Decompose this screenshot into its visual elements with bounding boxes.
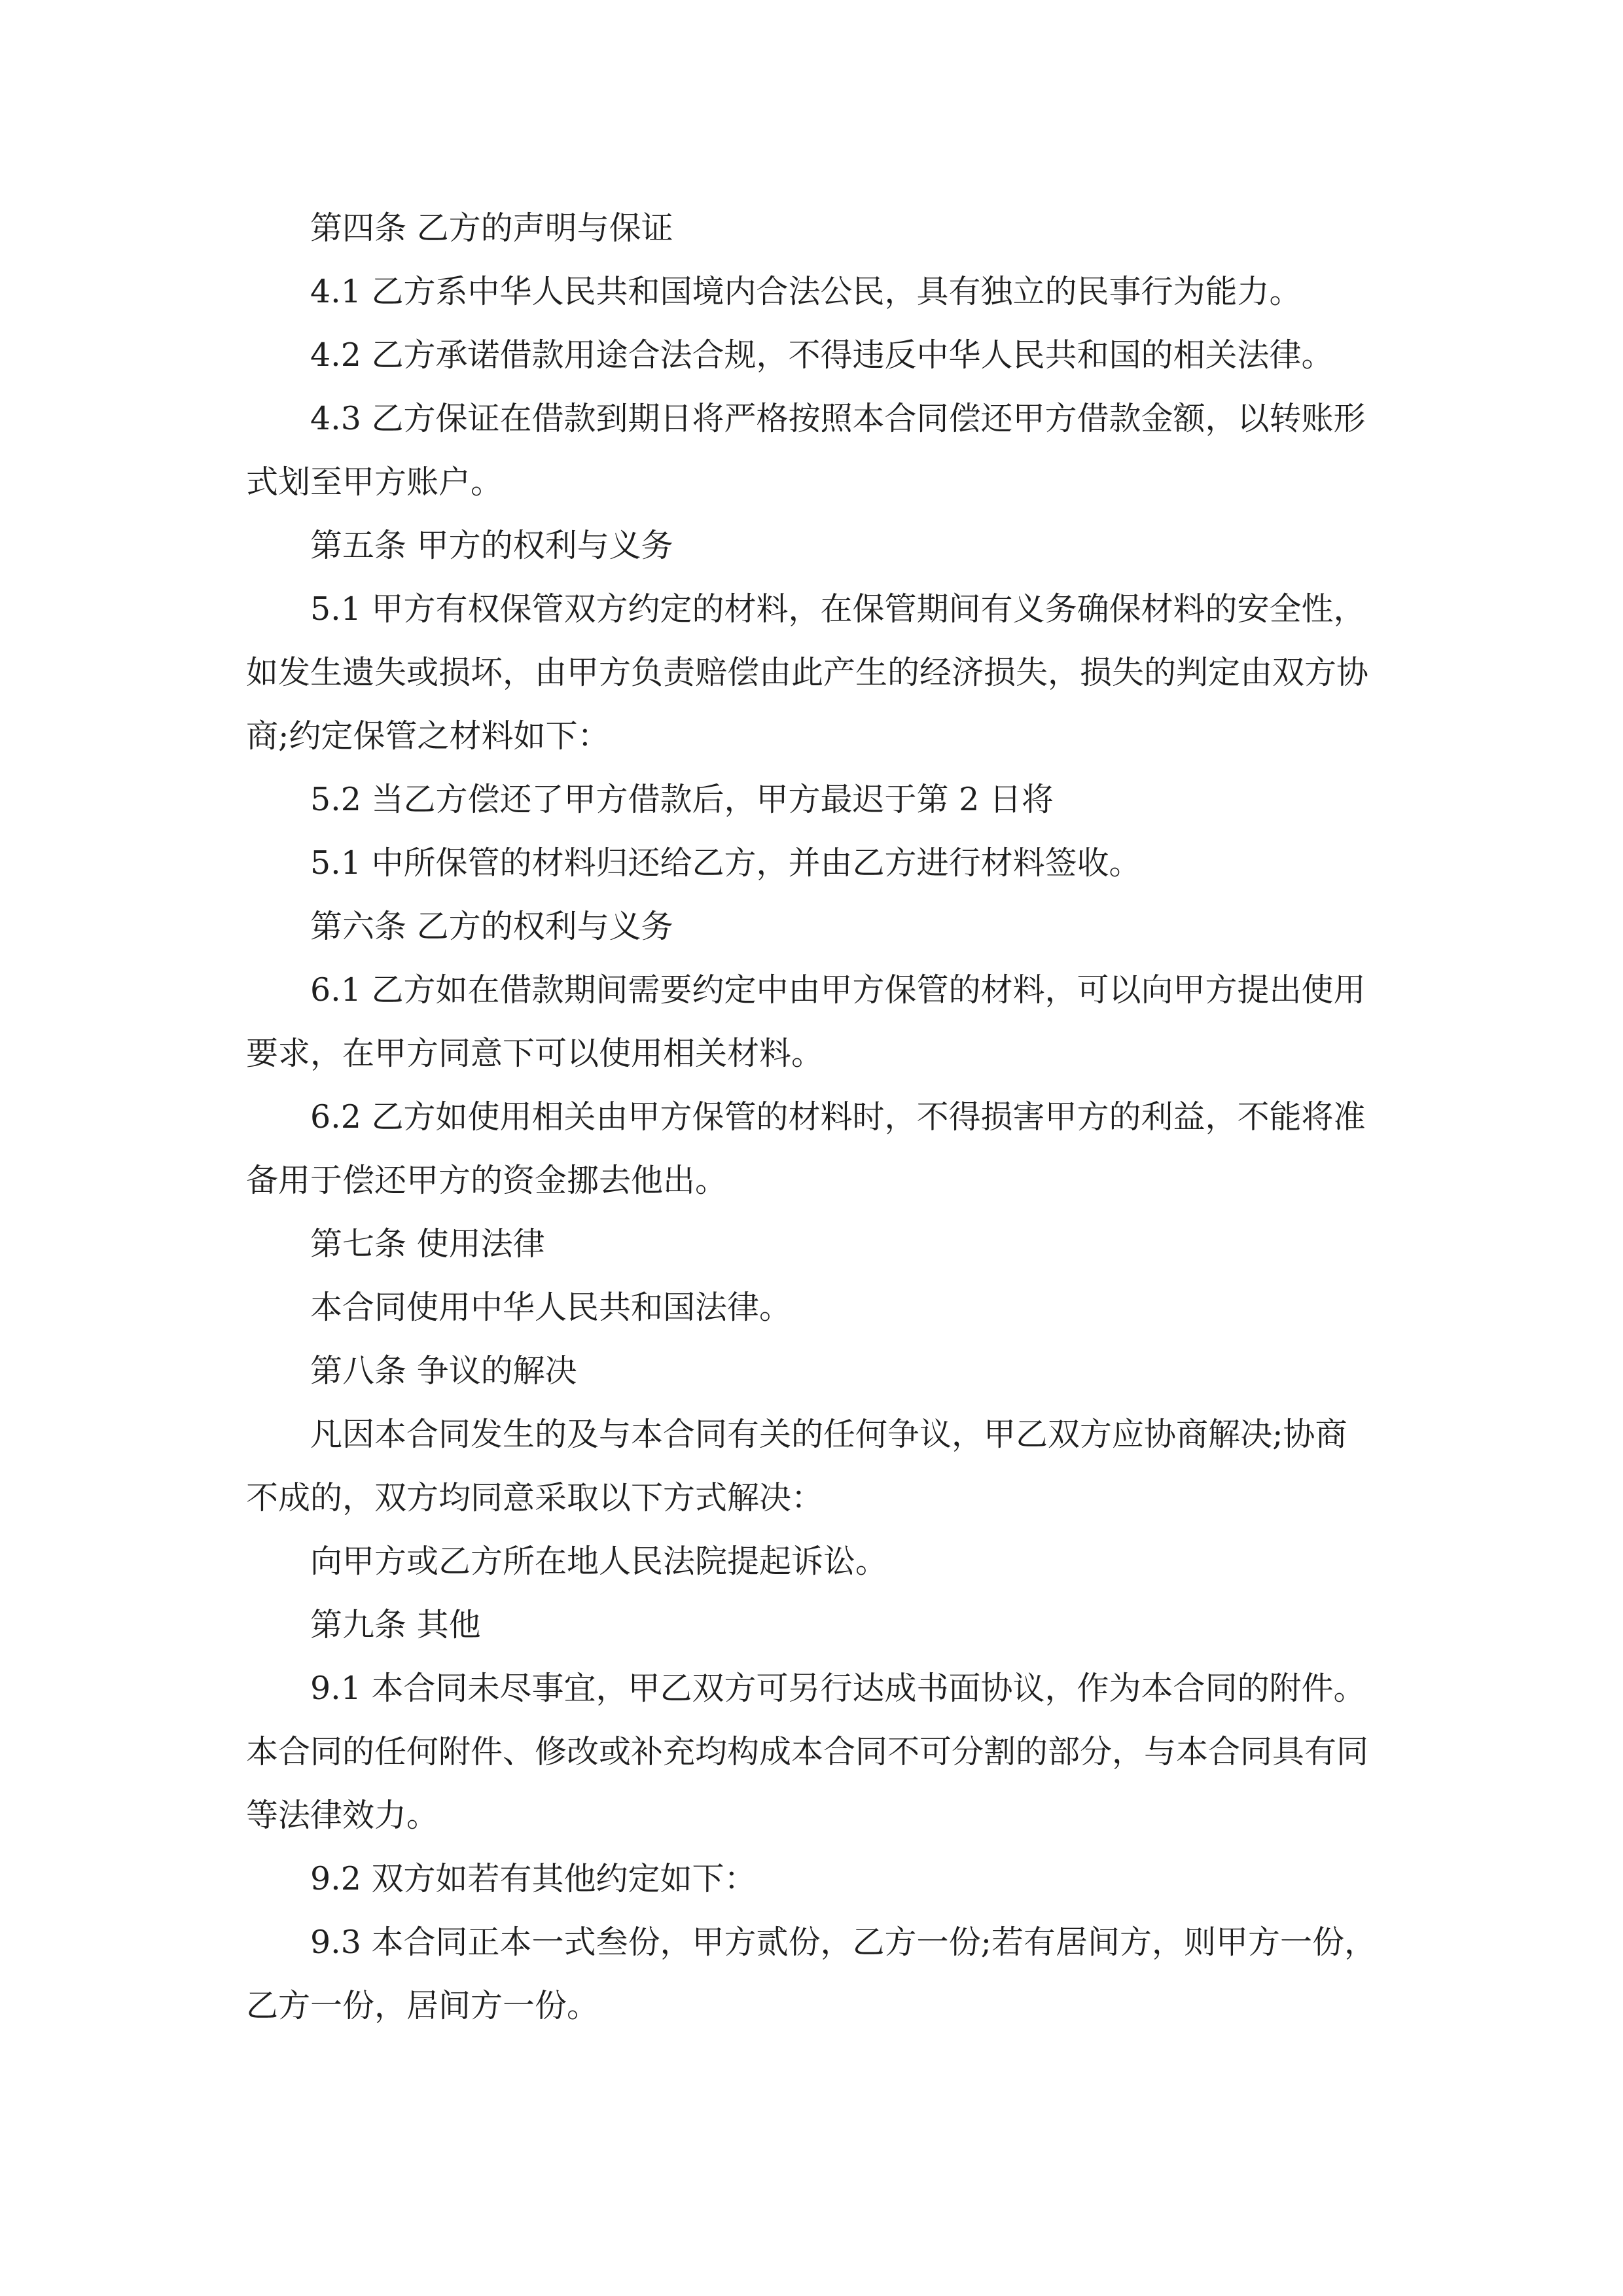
clause-5-1-cont-2: 商;约定保管之材料如下： [246, 717, 610, 755]
clause-9-1: 9.1 本合同未尽事宜，甲乙双方可另行达成书面协议，作为本合同的附件。 [310, 1670, 1366, 1707]
clause-4-3-cont: 式划至甲方账户。 [246, 463, 503, 501]
article-6-heading: 第六条 乙方的权利与义务 [310, 908, 673, 945]
clause-9-3: 9.3 本合同正本一式叁份，甲方贰份，乙方一份;若有居间方，则甲方一份， [310, 1924, 1377, 1961]
clause-6-2-cont: 备用于偿还甲方的资金挪去他出。 [246, 1162, 728, 1199]
article-8-text-cont: 不成的，双方均同意采取以下方式解决： [246, 1479, 824, 1516]
contract-text [246, 196, 1385, 2037]
article-8-heading: 第八条 争议的解决 [310, 1352, 577, 1390]
clause-9-1-cont-1: 本合同的任何附件、修改或补充均构成本合同不可分割的部分，与本合同具有同 [246, 1733, 1369, 1770]
clause-9-3-cont: 乙方一份，居间方一份。 [246, 1987, 599, 2024]
article-7-text: 本合同使用中华人民共和国法律。 [310, 1289, 792, 1326]
clause-5-2: 5.2 当乙方偿还了甲方借款后，甲方最迟于第 2 日将 [310, 781, 1054, 818]
clause-4-2: 4.2 乙方承诺借款用途合法合规，不得违反中华人民共和国的相关法律。 [310, 336, 1334, 374]
clause-5-1: 5.1 甲方有权保管双方约定的材料，在保管期间有义务确保材料的安全性， [310, 590, 1366, 628]
article-8-method: 向甲方或乙方所在地人民法院提起诉讼。 [310, 1543, 888, 1580]
clause-5-1-cont-1: 如发生遗失或损坏，由甲方负责赔偿由此产生的经济损失，损失的判定由双方协 [246, 654, 1369, 691]
clause-6-1: 6.1 乙方如在借款期间需要约定中由甲方保管的材料，可以向甲方提出使用 [310, 971, 1366, 1009]
clause-6-1-cont: 要求，在甲方同意下可以使用相关材料。 [246, 1035, 824, 1072]
clause-4-1: 4.1 乙方系中华人民共和国境内合法公民，具有独立的民事行为能力。 [310, 273, 1302, 310]
clause-5-2-cont: 5.1 中所保管的材料归还给乙方，并由乙方进行材料签收。 [310, 844, 1141, 882]
article-4-heading: 第四条 乙方的声明与保证 [310, 209, 673, 247]
article-8-text: 凡因本合同发生的及与本合同有关的任何争议，甲乙双方应协商解决;协商 [310, 1416, 1347, 1453]
article-9-heading: 第九条 其他 [310, 1606, 481, 1643]
article-5-heading: 第五条 甲方的权利与义务 [310, 527, 673, 564]
clause-6-2: 6.2 乙方如使用相关由甲方保管的材料时，不得损害甲方的利益，不能将准 [310, 1098, 1366, 1136]
clause-4-3: 4.3 乙方保证在借款到期日将严格按照本合同偿还甲方借款金额，以转账形 [310, 400, 1366, 437]
clause-9-1-cont-2: 等法律效力。 [246, 1797, 439, 1834]
clause-9-2: 9.2 双方如若有其他约定如下： [310, 1860, 757, 1897]
article-7-heading: 第七条 使用法律 [310, 1225, 545, 1263]
